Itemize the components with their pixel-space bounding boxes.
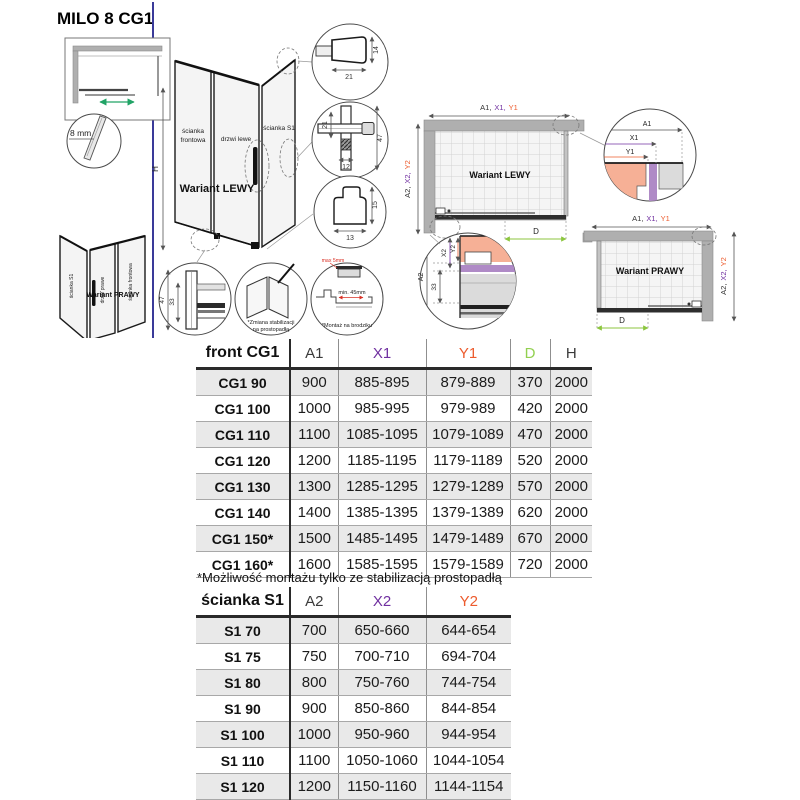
cell-a1: 1300 [290, 474, 338, 500]
cell-y2: 694-704 [426, 644, 511, 670]
front-table-title: front CG1 [196, 339, 290, 369]
tray-min-width-label: min. 45mm [338, 290, 366, 296]
stabilization-note-1: *Zmiana stabilizacji [247, 320, 295, 326]
tray-max-gap-label: max 5mm [321, 258, 345, 264]
cell-x1: 1285-1295 [338, 474, 426, 500]
cell-x2: 650-660 [338, 617, 426, 644]
front-cg1-table-wrap [196, 339, 592, 578]
detail-circle-tray-mount [311, 258, 383, 335]
cell-a1: 1600 [290, 552, 338, 578]
cell-a1: 1200 [290, 448, 338, 474]
detail-circle-bottom-profile [159, 263, 231, 335]
handle-width-dim: 21 [345, 74, 353, 81]
cell-y1: 1479-1489 [426, 526, 510, 552]
cell-x2: 700-710 [338, 644, 426, 670]
cell-y2: 1144-1154 [426, 774, 511, 800]
row-label: CG1 110 [196, 422, 290, 448]
cell-y2: 1044-1054 [426, 748, 511, 774]
front-table-header-row [196, 339, 592, 369]
cell-x2: 850-860 [338, 696, 426, 722]
small-3d-wariant-prawy [60, 236, 145, 338]
cell-a2: 900 [290, 696, 338, 722]
variant-label: Wariant PRAWY [615, 266, 685, 276]
table-row [196, 670, 511, 696]
table-row [196, 396, 592, 422]
roller-dim-21: 21 [322, 121, 329, 129]
tray-mount-note: *Montaż na brodziku [321, 323, 373, 329]
cell-a1: 1400 [290, 500, 338, 526]
detail-a1-label: A1 [642, 121, 652, 128]
panel-label-s1: ścianka S1 [69, 273, 75, 299]
detail-33-label: 33 [431, 283, 438, 291]
cell-y2: 944-954 [426, 722, 511, 748]
row-label: CG1 160* [196, 552, 290, 578]
roller-dim-12: 12 [342, 164, 350, 171]
panel-label-front: ścianka frontowa [128, 263, 134, 301]
dim-y1: Y1 [508, 103, 518, 112]
table-footnote: *Możliwość montażu tylko ze stabilizacją prostopadłą [197, 570, 502, 585]
glass-thickness-detail [67, 114, 121, 168]
topview-wariant-prawy [584, 214, 734, 330]
row-label: S1 75 [196, 644, 290, 670]
cell-d: 570 [510, 474, 550, 500]
dim-a1: A1, [480, 103, 492, 112]
dim-x1: X1, [494, 103, 506, 112]
glass-thickness-label: 8 mm [70, 128, 92, 138]
cell-a2: 800 [290, 670, 338, 696]
cell-d: 470 [510, 422, 550, 448]
scianka-s1-table-wrap [196, 587, 511, 800]
topview-lewy-left-dim [403, 160, 412, 198]
topview-prawy-top-dim [632, 214, 670, 223]
row-label: S1 120 [196, 774, 290, 800]
cell-h: 2000 [550, 552, 592, 578]
cell-y2: 744-754 [426, 670, 511, 696]
detail-circle-stabilization [235, 263, 307, 335]
cell-y1: 1379-1389 [426, 500, 510, 526]
topview-prawy-right-dim [719, 257, 728, 295]
cell-y1: 879-889 [426, 369, 510, 396]
cell-x1: 885-895 [338, 369, 426, 396]
detail-circle-a2-x2-y2 [418, 233, 518, 329]
row-label: S1 70 [196, 617, 290, 644]
col-header-x2: X2 [338, 587, 426, 617]
row-label: CG1 90 [196, 369, 290, 396]
dim-a1: A1, [632, 214, 644, 223]
cell-d: 420 [510, 396, 550, 422]
table-row [196, 696, 511, 722]
topview-wariant-lewy [403, 103, 606, 248]
scianka-s1-table [196, 587, 511, 800]
col-header-d: D [510, 339, 550, 369]
cell-x1: 985-995 [338, 396, 426, 422]
page-title: MILO 8 CG1 [57, 9, 154, 28]
table-row [196, 369, 592, 396]
guide-dim-15: 15 [372, 201, 379, 209]
cell-a2: 700 [290, 617, 338, 644]
profile-dim-33: 33 [169, 298, 176, 306]
cell-a1: 1500 [290, 526, 338, 552]
row-label: CG1 100 [196, 396, 290, 422]
col-header-y2: Y2 [426, 587, 511, 617]
col-header-h: H [550, 339, 592, 369]
table-row [196, 644, 511, 670]
cell-x1: 1385-1395 [338, 500, 426, 526]
detail-a2-label: A2 [418, 272, 425, 282]
cell-d: 620 [510, 500, 550, 526]
front-cg1-table [196, 339, 592, 578]
cell-d: 670 [510, 526, 550, 552]
detail-circle-a1-x1-y1 [598, 109, 696, 201]
cell-x1: 1085-1095 [338, 422, 426, 448]
row-label: CG1 150* [196, 526, 290, 552]
dim-d-label: D [533, 227, 539, 236]
cell-a2: 1200 [290, 774, 338, 800]
dim-a2: A2, [719, 283, 728, 295]
cell-h: 2000 [550, 448, 592, 474]
roller-dim-47: 47 [377, 134, 384, 142]
cell-x2: 750-760 [338, 670, 426, 696]
table-row [196, 617, 511, 644]
row-label: CG1 140 [196, 500, 290, 526]
cell-d: 720 [510, 552, 550, 578]
detail-y1-label: Y1 [625, 149, 635, 156]
table-row [196, 526, 592, 552]
table-row [196, 500, 592, 526]
cell-h: 2000 [550, 474, 592, 500]
panel-label-door: drzwi lewe [220, 136, 252, 143]
cell-y2: 644-654 [426, 617, 511, 644]
dim-a2: A2, [403, 186, 412, 198]
cell-d: 370 [510, 369, 550, 396]
profile-dim-47: 47 [159, 296, 166, 304]
panel-label-front-1: ścianka [181, 128, 205, 135]
cell-d: 520 [510, 448, 550, 474]
cell-a2: 1100 [290, 748, 338, 774]
col-header-y1: Y1 [426, 339, 510, 369]
cell-x1: 1585-1595 [338, 552, 426, 578]
dim-d-label: D [619, 316, 625, 325]
cell-x2: 1150-1160 [338, 774, 426, 800]
cell-y1: 1279-1289 [426, 474, 510, 500]
table-row [196, 474, 592, 500]
technical-drawings [0, 0, 800, 338]
table-row [196, 748, 511, 774]
topview-lewy-top-dim [480, 103, 518, 112]
cell-y1: 1579-1589 [426, 552, 510, 578]
dim-y1: Y1 [660, 214, 670, 223]
cell-h: 2000 [550, 396, 592, 422]
cell-y1: 1179-1189 [426, 448, 510, 474]
cell-h: 2000 [550, 422, 592, 448]
row-label: S1 80 [196, 670, 290, 696]
cell-x2: 1050-1060 [338, 748, 426, 774]
mini-topview-diagram [65, 38, 170, 120]
main-3d-wariant-lewy [151, 48, 313, 262]
panel-label-s1: ścianka S1 [263, 125, 295, 132]
table-row [196, 422, 592, 448]
detail-circle-handle [312, 24, 388, 100]
dim-x2: X2, [719, 269, 728, 281]
detail-circle-roller [312, 102, 388, 178]
col-header-x1: X1 [338, 339, 426, 369]
guide-dim-13: 13 [346, 235, 354, 242]
detail-circle-guide [314, 176, 386, 248]
row-label: S1 110 [196, 748, 290, 774]
height-dim-label: H [151, 166, 160, 172]
cell-h: 2000 [550, 526, 592, 552]
table-row [196, 774, 511, 800]
cell-x2: 950-960 [338, 722, 426, 748]
handle-height-dim: 14 [373, 46, 380, 54]
detail-x2-label: X2 [441, 249, 448, 257]
cell-x1: 1185-1195 [338, 448, 426, 474]
stabilization-note-2: na prostopadłą [252, 327, 290, 333]
cell-a1: 1100 [290, 422, 338, 448]
table-row [196, 722, 511, 748]
variant-label: Wariant PRAWY [86, 292, 140, 299]
cell-a2: 1000 [290, 722, 338, 748]
col-header-a1: A1 [290, 339, 338, 369]
cell-y1: 1079-1089 [426, 422, 510, 448]
row-label: S1 90 [196, 696, 290, 722]
variant-label: Wariant LEWY [179, 183, 255, 195]
cell-x1: 1485-1495 [338, 526, 426, 552]
row-label: CG1 120 [196, 448, 290, 474]
dim-y2: Y2 [719, 257, 728, 267]
scianka-table-title: ścianka S1 [196, 587, 290, 617]
row-label: CG1 130 [196, 474, 290, 500]
cell-y1: 979-989 [426, 396, 510, 422]
panel-label-front-2: frontowa [180, 137, 206, 144]
col-header-a2: A2 [290, 587, 338, 617]
cell-h: 2000 [550, 500, 592, 526]
cell-y2: 844-854 [426, 696, 511, 722]
cell-a1: 1000 [290, 396, 338, 422]
detail-y2-label: Y2 [450, 245, 457, 253]
cell-h: 2000 [550, 369, 592, 396]
panel-label-door: drzwi prawe [100, 276, 106, 304]
cell-a2: 750 [290, 644, 338, 670]
door-handle [253, 147, 258, 185]
cell-a1: 900 [290, 369, 338, 396]
detail-x1-label: X1 [629, 135, 639, 142]
scianka-table-header-row [196, 587, 511, 617]
row-label: S1 100 [196, 722, 290, 748]
dim-y2: Y2 [403, 160, 412, 170]
variant-label: Wariant LEWY [469, 170, 531, 180]
dim-x2: X2, [403, 172, 412, 184]
dim-x1: X1, [646, 214, 658, 223]
table-row [196, 448, 592, 474]
